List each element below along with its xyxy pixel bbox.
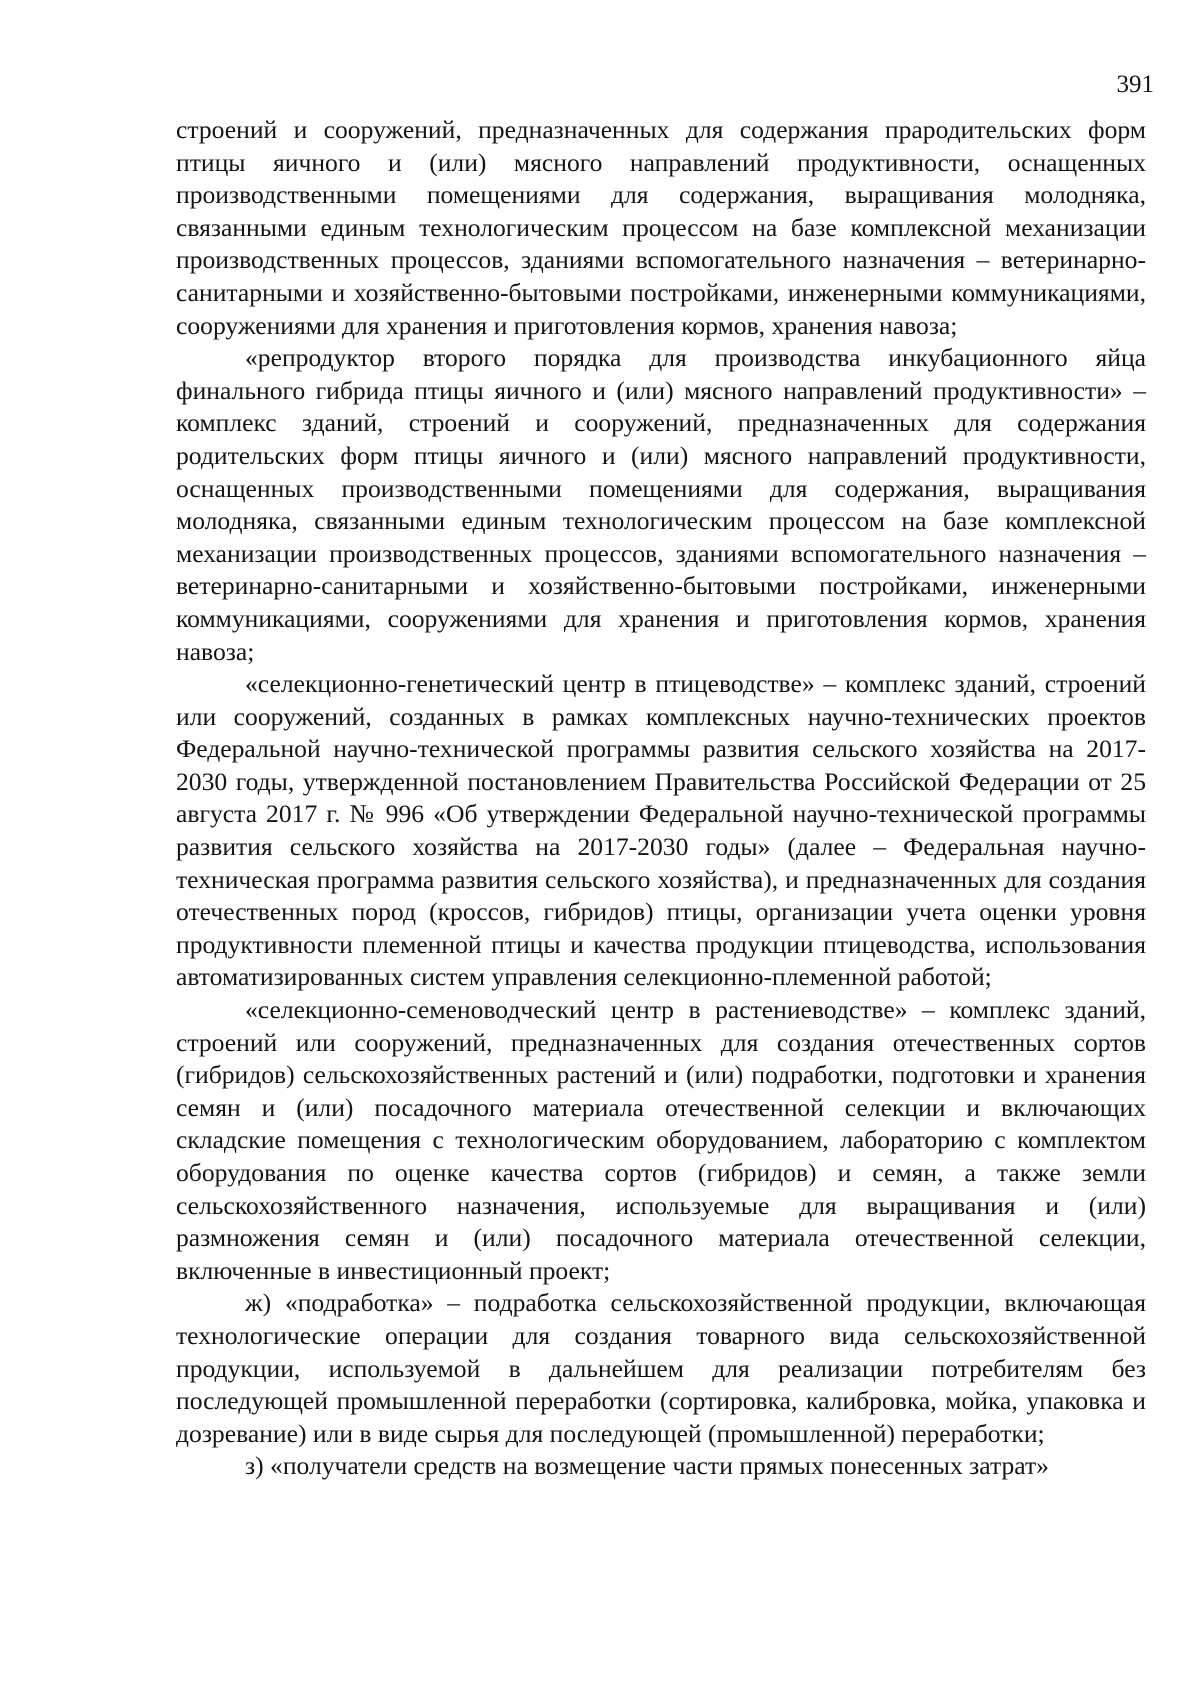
page-number: 391 <box>1116 71 1154 98</box>
paragraph-reproducer-definition: «репродуктор второго порядка для производства инкубационного яйца финального гибрида птицы яичного и (или) мясного направлений продуктивности» – комплекс зданий, строений и сооружений, предназначенных для содержания родительских форм птицы яичного и (или) мясного направлений продуктивности, оснащенных производственными помещениями для содержания, выращивания молодняка, связанными единым технологическим процессом на базе комплексной механизации производственных процессов, зданиями вспомогательного назначения – ветеринарно-санитарными и хозяйственно-бытовыми постройками, инженерными коммуникациями, сооружениями для хранения и приготовления кормов, хранения навоза; <box>176 343 1146 666</box>
document-body <box>176 114 1146 1483</box>
paragraph-processing-definition: ж) «подработка» – подработка сельскохозяйственной продукции, включающая технологические операции для создания товарного вида сельскохозяйственной продукции, используемой в дальнейшем для реализации потребителям без последующей промышленной переработки (сортировка, калибровка, мойка, упаковка и дозревание) или в виде сырья для последующей (промышленной) переработки; <box>176 1288 1146 1448</box>
paragraph-recipients-definition: з) «получатели средств на возмещение части прямых понесенных затрат» <box>245 1451 1049 1481</box>
paragraph-seed-breeding-center: «селекционно-семеноводческий центр в растениеводстве» – комплекс зданий, строений или сооружений, предназначенных для создания отечественных сортов (гибридов) сельскохозяйственных растений и (или) подработки, подготовки и хранения семян и (или) посадочного материала отечественной селекции и включающих складские помещения с технологическим оборудованием, лабораторию с комплектом оборудования по оценке качества сортов (гибридов) и семян, а также земли сельскохозяйственного назначения, используемые для выращивания и (или) размножения семян и (или) посадочного материала отечественной селекции, включенные в инвестиционный проект; <box>176 995 1146 1285</box>
paragraph-poultry-genetic-center: «селекционно-генетический центр в птицеводстве» – комплекс зданий, строений или сооружений, созданных в рамках комплексных научно-технических проектов Федеральной научно-технической программы развития сельского хозяйства на 2017-2030 годы, утвержденной постановлением Правительства Российской Федерации от 25 августа 2017 г. № 996 «Об утверждении Федеральной научно-технической программы развития сельского хозяйства на 2017-2030 годы» (далее – Федеральная научно-техническая программа развития сельского хозяйства), и предназначенных для создания отечественных пород (кроссов, гибридов) птицы, организации учета оценки уровня продуктивности племенной птицы и качества продукции птицеводства, использования автоматизированных систем управления селекционно-племенной работой; <box>176 669 1146 992</box>
paragraph-continuation: строений и сооружений, предназначенных для содержания прародительских форм птицы яичного и (или) мясного направлений продуктивности, оснащенных производственными помещениями для содержания, выращивания молодняка, связанными единым технологическим процессом на базе комплексной механизации производственных процессов, зданиями вспомогательного назначения – ветеринарно-санитарными и хозяйственно-бытовыми постройками, инженерными коммуникациями, сооружениями для хранения и приготовления кормов, хранения навоза; <box>176 115 1146 340</box>
